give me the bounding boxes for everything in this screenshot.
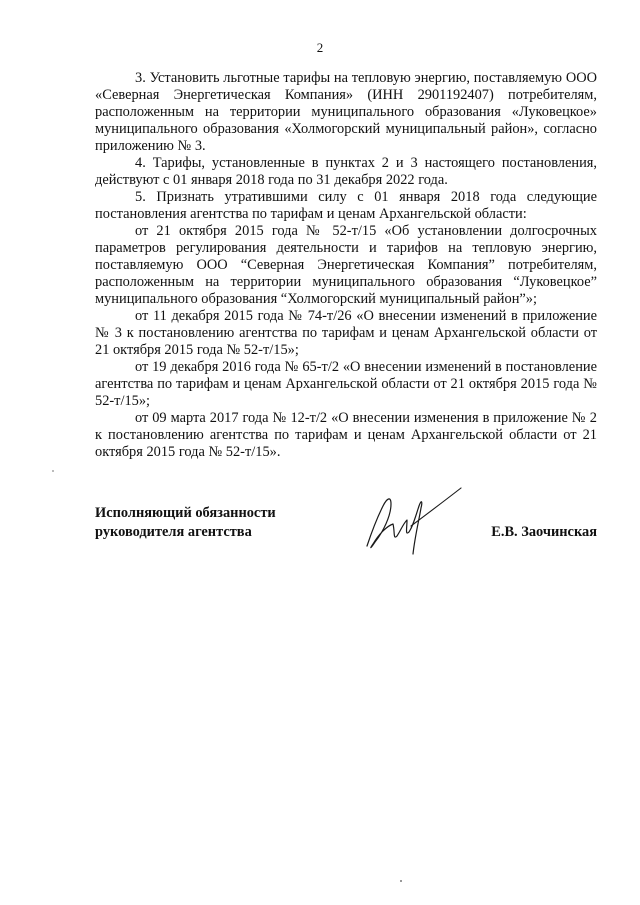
signature-block (95, 504, 597, 564)
signatory-name: Е.В. Заочинская (491, 524, 597, 540)
paragraph-item-5: 5. Признать утратившими силу с 01 января 2018 года следующие постановления агентства по тарифам и ценам Архангельской области: (95, 189, 597, 222)
paragraph-item-3: 3. Установить льготные тарифы на тепловую энергию, поставляемую ООО «Северная Энергетическая Компания» (ИНН 2901192407) потребителям, расположенным на территории муниципального образования «Луковецкое» муниципального образования «Холмогорский муниципальный район», согласно приложению № 3. (95, 70, 597, 154)
paragraph-item-4: 4. Тарифы, установленные в пунктах 2 и 3 настоящего постановления, действуют с 01 января 2018 года по 31 декабря 2022 года. (95, 155, 597, 188)
handwritten-signature-icon (357, 484, 467, 564)
signatory-title (95, 504, 276, 542)
repealed-resolution-52: от 21 октября 2015 года № 52-т/15 «Об установлении долгосрочных параметров регулирования деятельности и тарифов на тепловую энергию, поставляемую ООО “Северная Энергетическая Компания” потребителям, расположенным на территории муниципального образования “Луковецкое” муниципального образования “Холмогорский муниципальный район”»; (95, 223, 597, 307)
repealed-resolution-12: от 09 марта 2017 года № 12-т/2 «О внесении изменения в приложение № 2 к постановлению агентства по тарифам и ценам Архангельской области от 21 октября 2015 года № 52-т/15». (95, 410, 597, 460)
scan-speck (52, 470, 54, 472)
scan-speck (400, 880, 402, 882)
page-number: 2 (316, 40, 324, 55)
signatory-title-line-1: Исполняющий обязанности (95, 505, 276, 521)
document-body (95, 70, 597, 461)
repealed-resolution-74: от 11 декабря 2015 года № 74-т/26 «О внесении изменений в приложение № 3 к постановлению агентства по тарифам и ценам Архангельской области от 21 октября 2015 года № 52-т/15»; (95, 308, 597, 358)
signatory-title-line-2: руководителя агентства (95, 524, 252, 540)
repealed-resolution-65: от 19 декабря 2016 года № 65-т/2 «О внесении изменений в постановление агентства по тарифам и ценам Архангельской области от 21 октября 2015 года № 52-т/15»; (95, 359, 597, 409)
